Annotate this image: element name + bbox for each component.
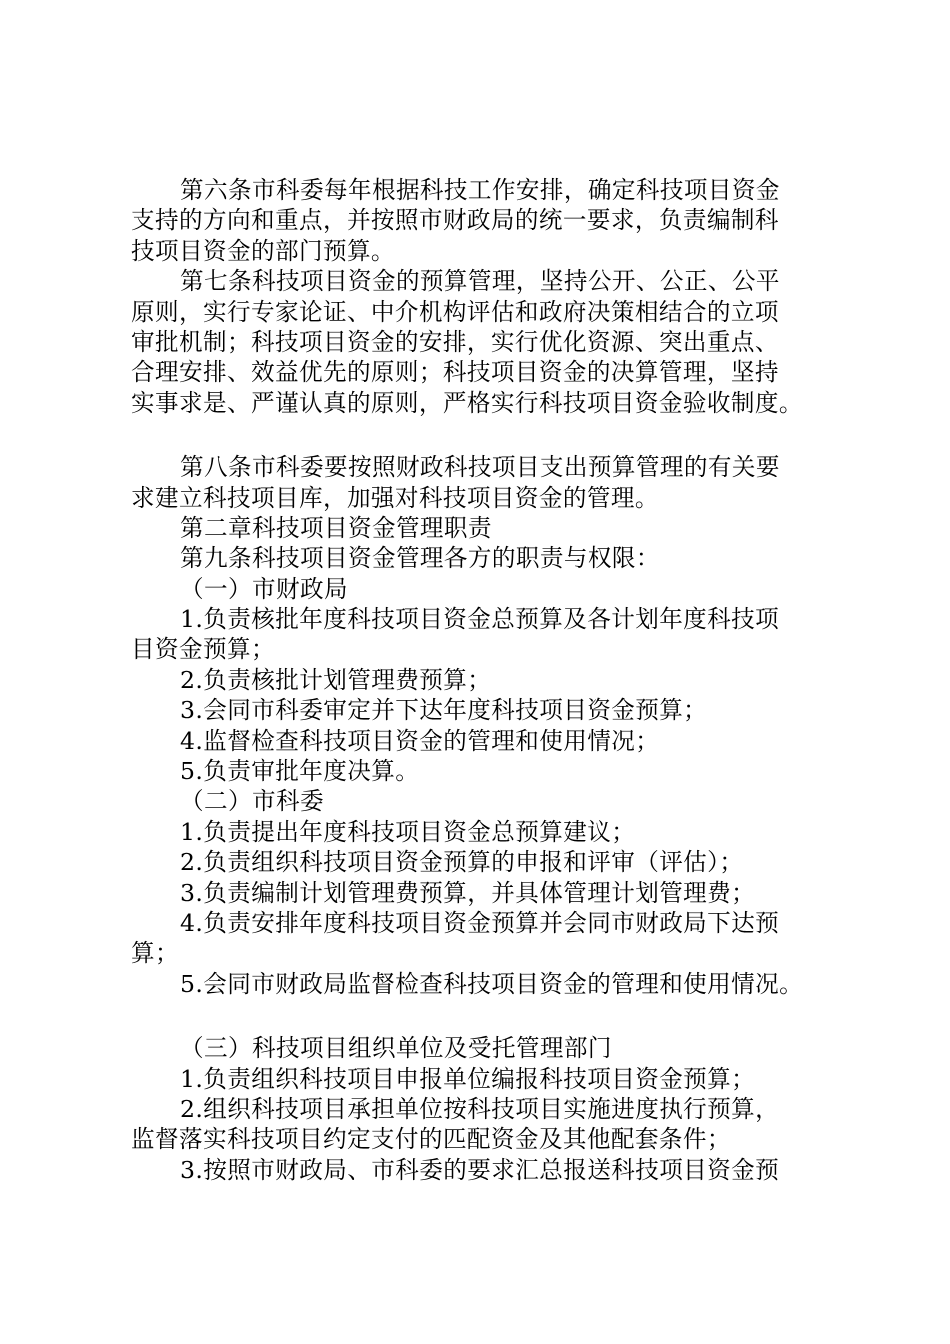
section-1-item-4: 4.监督检查科技项目资金的管理和使用情况； xyxy=(180,726,660,755)
section-3-heading: （三）科技项目组织单位及受托管理部门 xyxy=(180,1034,612,1063)
document-body xyxy=(131,175,841,1185)
section-1-item-1-line-1: 1.负责核批年度科技项目资金总预算及各计划年度科技项 xyxy=(180,605,780,634)
section-3-item-2-line-2: 监督落实科技项目约定支付的匹配资金及其他配套条件； xyxy=(131,1125,731,1154)
article-6-line-1: 第六条市科委每年根据科技工作安排，确定科技项目资金 xyxy=(180,176,780,204)
section-3-item-3-line-1: 3.按照市财政局、市科委的要求汇总报送科技项目资金预 xyxy=(180,1155,780,1184)
paragraph-gap xyxy=(131,999,841,1033)
section-2-item-4-line-1: 4.负责安排年度科技项目资金预算并会同市财政局下达预 xyxy=(180,908,780,937)
article-7-line-2: 原则，实行专家论证、中介机构评估和政府决策相结合的立项 xyxy=(131,297,779,326)
section-1-item-3: 3.会同市科委审定并下达年度科技项目资金预算； xyxy=(180,696,708,725)
article-8-line-1: 第八条市科委要按照财政科技项目支出预算管理的有关要 xyxy=(180,453,780,482)
article-7-line-5: 实事求是、严谨认真的原则，严格实行科技项目资金验收制度。 xyxy=(131,388,803,417)
section-2-item-3: 3.负责编制计划管理费预算，并具体管理计划管理费； xyxy=(180,878,756,907)
article-6-line-2: 支持的方向和重点，并按照市财政局的统一要求，负责编制科 xyxy=(131,206,779,235)
section-2-item-4-line-2: 算； xyxy=(131,939,179,968)
section-1-item-1-line-2: 目资金预算； xyxy=(131,635,275,664)
section-2-item-2: 2.负责组织科技项目资金预算的申报和评审（评估）； xyxy=(180,848,744,877)
paragraph-gap xyxy=(131,418,841,452)
article-6-line-3: 技项目资金的部门预算。 xyxy=(131,236,395,265)
chapter-2-heading: 第二章科技项目资金管理职责 xyxy=(180,513,492,542)
section-1-heading: （一）市财政局 xyxy=(180,574,348,603)
section-1-item-5: 5.负责审批年度决算。 xyxy=(180,757,420,786)
article-9-line: 第九条科技项目资金管理各方的职责与权限： xyxy=(180,544,660,573)
section-1-item-2: 2.负责核批计划管理费预算； xyxy=(180,665,492,694)
section-2-item-5: 5.会同市财政局监督检查科技项目资金的管理和使用情况。 xyxy=(180,969,804,998)
article-7-line-1: 第七条科技项目资金的预算管理，坚持公开、公正、公平 xyxy=(180,267,780,296)
section-3-item-1: 1.负责组织科技项目申报单位编报科技项目资金预算； xyxy=(180,1064,756,1093)
section-2-heading: （二）市科委 xyxy=(180,787,324,816)
section-2-item-1: 1.负责提出年度科技项目资金总预算建议； xyxy=(180,817,636,846)
article-7-line-4: 合理安排、效益优先的原则；科技项目资金的决算管理，坚持 xyxy=(131,358,779,387)
article-7-line-3: 审批机制；科技项目资金的安排，实行优化资源、突出重点、 xyxy=(131,327,779,356)
article-8-line-2: 求建立科技项目库，加强对科技项目资金的管理。 xyxy=(131,483,659,512)
section-3-item-2-line-1: 2.组织科技项目承担单位按科技项目实施进度执行预算， xyxy=(180,1094,780,1123)
